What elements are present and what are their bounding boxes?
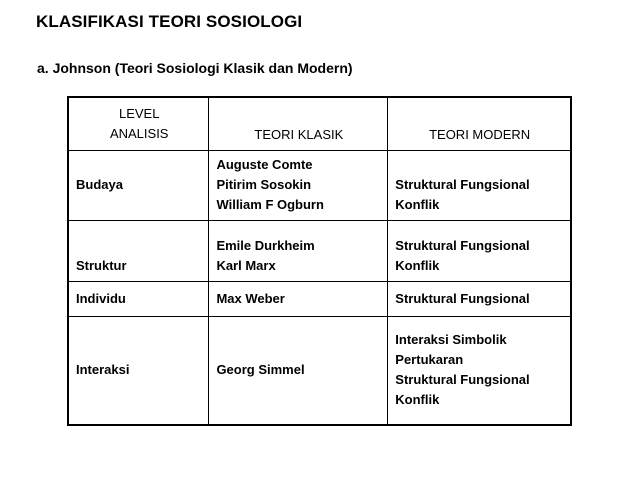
modern-item: Interaksi Simbolik — [395, 332, 507, 347]
modern-cell — [388, 317, 571, 426]
modern-item: Struktural Fungsional — [395, 290, 530, 306]
level-cell — [68, 317, 209, 426]
table-row — [68, 221, 571, 282]
klasik-cell — [209, 317, 388, 426]
header-modern-label: TEORI MODERN — [429, 127, 531, 142]
klasik-item: Emile Durkheim — [216, 238, 315, 253]
modern-item: Konflik — [395, 392, 440, 407]
header-level-line1: LEVEL — [118, 105, 160, 121]
modern-item: Struktural Fungsional — [395, 238, 530, 253]
table-header-row — [68, 97, 571, 151]
level-label: Interaksi — [76, 362, 130, 377]
modern-item: Konflik — [395, 258, 440, 273]
table-row — [68, 282, 571, 317]
header-teori-modern — [388, 97, 571, 151]
klasik-item: Karl Marx — [216, 258, 276, 273]
klasik-item: Georg Simmel — [216, 362, 305, 377]
modern-cell — [388, 221, 571, 282]
page-title: KLASIFIKASI TEORI SOSIOLOGI — [36, 12, 303, 31]
klasik-cell — [209, 151, 388, 221]
klasik-item: Pitirim Sosokin — [216, 177, 312, 192]
level-label: Struktur — [76, 258, 127, 273]
klasik-item: Max Weber — [216, 290, 285, 306]
header-level-analisis — [68, 97, 209, 151]
modern-cell — [388, 282, 571, 317]
level-cell — [68, 221, 209, 282]
header-klasik-label: TEORI KLASIK — [254, 127, 344, 142]
level-cell — [68, 151, 209, 221]
modern-item: Pertukaran — [395, 352, 464, 367]
table-row — [68, 151, 571, 221]
theory-classification-table — [67, 96, 572, 426]
klasik-cell — [209, 221, 388, 282]
header-level-line2: ANALISIS — [109, 125, 169, 141]
modern-item: Struktural Fungsional — [395, 372, 530, 387]
level-label: Individu — [76, 290, 126, 306]
header-teori-klasik — [209, 97, 388, 151]
table-row — [68, 317, 571, 426]
modern-item: Struktural Fungsional — [395, 177, 530, 192]
klasik-item: Auguste Comte — [216, 157, 313, 172]
level-label: Budaya — [76, 177, 123, 192]
section-subtitle: a. Johnson (Teori Sosiologi Klasik dan Modern) — [37, 60, 353, 76]
level-cell — [68, 282, 209, 317]
klasik-item: William F Ogburn — [216, 197, 324, 212]
modern-cell — [388, 151, 571, 221]
klasik-cell — [209, 282, 388, 317]
modern-item: Konflik — [395, 197, 440, 212]
